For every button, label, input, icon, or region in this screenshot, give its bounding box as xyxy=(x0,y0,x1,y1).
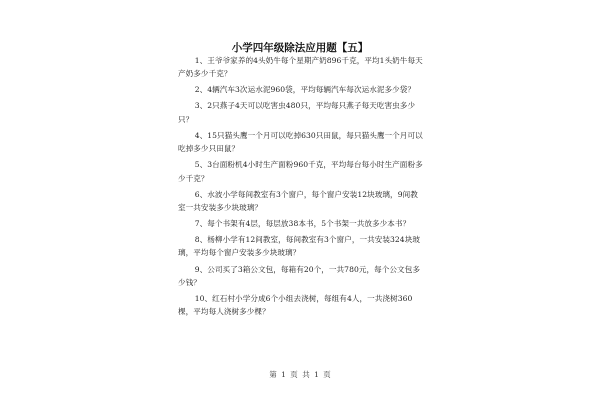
question-item: 10、红石村小学分成6个小组去浇树，每组有4人，一共浇树360棵，平均每人浇树多少棵？ xyxy=(178,293,413,317)
question-item: 3、2只燕子4天可以吃害虫480只，平均每只燕子每天吃害虫多少只？ xyxy=(178,101,416,124)
question-list xyxy=(178,54,424,321)
question-item: 6、水波小学每间教室有3个窗户，每个窗户安装12块玻璃，9间教室一共安装多少块玻璃？ xyxy=(178,189,418,212)
question-item: 1、王爷爷家养的4头奶牛每个星期产奶896千克，平均1头奶牛每天产奶多少千克？ xyxy=(178,56,423,79)
question-item: 9、公司买了3箱公文包，每箱有20个，一共780元，每个公文包多少钱？ xyxy=(178,264,420,287)
question-item: 5、3台面粉机4小时生产面粉960千克，平均每台每小时生产面粉多少千克？ xyxy=(178,160,423,183)
question-item: 7、每个书架有4层，每层放38本书，5个书架一共放多少本书？ xyxy=(194,219,411,229)
question-item: 8、杨柳小学有12间教室，每间教室有3个窗户，一共安装324块玻璃，平均每个窗户安装多少块玻璃？ xyxy=(178,235,420,258)
page-title: 小学四年级除法应用题【五】 xyxy=(231,42,369,54)
page-footer: 第 1 页 共 1 页 xyxy=(269,370,331,379)
question-item: 2、4辆汽车3次运水泥960袋，平均每辆汽车每次运水泥多少袋？ xyxy=(194,85,416,95)
question-item: 4、15只猫头鹰一个月可以吃掉630只田鼠，每只猫头鹰一个月可以吃掉多少只田鼠？ xyxy=(178,130,423,154)
